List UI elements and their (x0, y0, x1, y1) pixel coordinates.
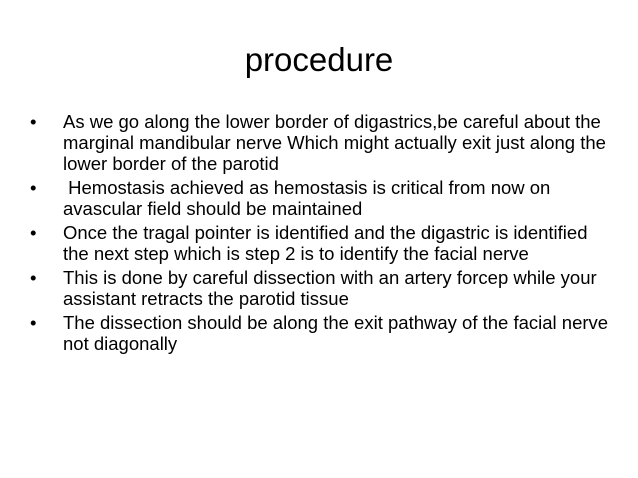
bullet-text: The dissection should be along the exit pathway of the facial nerve not diagonally (63, 312, 614, 354)
bullet-list (30, 111, 615, 357)
bullet-text: This is done by careful dissection with an artery forcep while your assistant retracts the parotid tissue (63, 267, 602, 309)
bullet-icon: • (30, 177, 37, 198)
list-item (30, 312, 615, 354)
bullet-text: As we go along the lower border of digastrics,be careful about the marginal mandibular nerve Which might actually exit just along the lower border of the parotid (63, 111, 612, 174)
bullet-icon: • (30, 267, 37, 288)
list-item (30, 111, 615, 174)
list-item (30, 177, 615, 219)
list-item (30, 222, 615, 264)
bullet-icon: • (30, 222, 37, 243)
bullet-icon: • (30, 312, 37, 333)
slide-title: procedure (244, 41, 394, 78)
bullet-icon: • (30, 111, 37, 132)
bullet-text: Hemostasis achieved as hemostasis is critical from now on avascular field should be maintained (63, 177, 561, 219)
bullet-text: Once the tragal pointer is identified and the digastric is identified the next step which is step 2 is to identify the facial nerve (63, 222, 593, 264)
list-item (30, 267, 615, 309)
